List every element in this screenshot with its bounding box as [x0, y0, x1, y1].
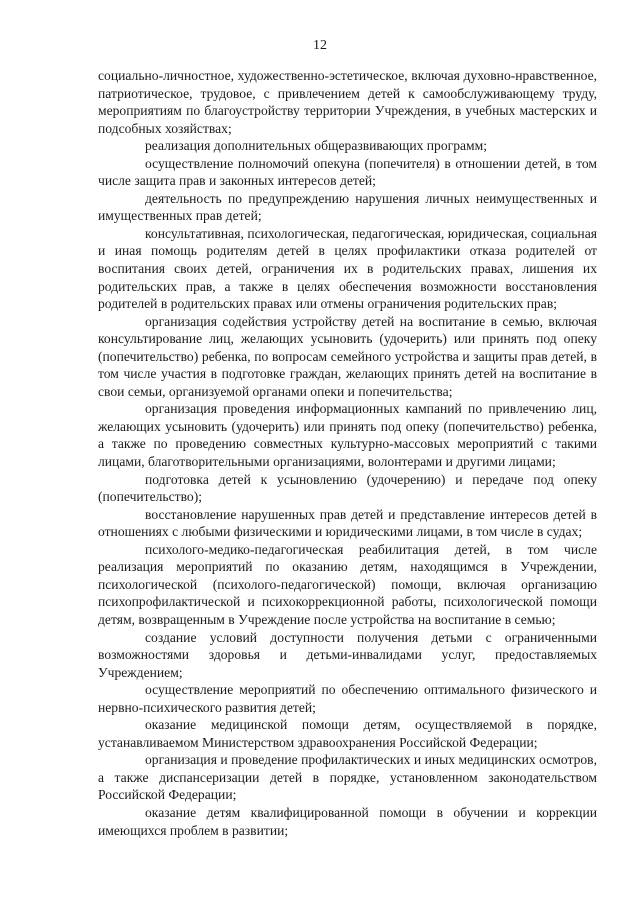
paragraph: подготовка детей к усыновлению (удочерению) и передаче под опеку (попечительство);: [98, 471, 597, 505]
paragraph: консультативная, психологическая, педагогическая, юридическая, социальная и иная помощь родителям детей в целях профилактики отказа родителей от воспитания своих детей, ограничения их в родительских правах, лишения их родительских прав, а также в целях обеспечения возможности восстановления родителей в родительских правах или отмены ограничения родительских прав;: [98, 225, 597, 312]
paragraph: деятельность по предупреждению нарушения личных неимущественных и имущественных прав детей;: [98, 190, 597, 224]
paragraph: реализация дополнительных общеразвивающих программ;: [145, 138, 488, 154]
paragraph: оказание медицинской помощи детям, осуществляемой в порядке, устанавливаемом Министерством здравоохранения Российской Федерации;: [98, 717, 597, 750]
page-number: 12: [313, 38, 327, 53]
paragraph: оказание детям квалифицированной помощи в обучении и коррекции имеющихся проблем в развитии;: [98, 804, 597, 838]
paragraph: осуществление полномочий опекуна (попечителя) в отношении детей, в том числе защита прав и законных интересов детей;: [98, 155, 597, 189]
paragraph: социально-личностное, художественно-эстетическое, включая духовно-нравственное, патриотическое, трудовое, с привлечением детей к самообслуживающему труду, мероприятиям по благоустройству территории Учреждения, в учебных мастерских и подсобных хозяйствах;: [98, 68, 597, 136]
document-body: [98, 67, 597, 839]
paragraph: организация и проведение профилактических и иных медицинских осмотров, а также диспансеризации детей в порядке, установленном законодательством Российской Федерации;: [98, 752, 597, 803]
paragraph: восстановление нарушенных прав детей и представление интересов детей в отношениях с любыми физическими и юридическими лицами, в том числе в судах;: [98, 506, 597, 540]
paragraph: создание условий доступности получения детьми с ограниченными возможностями здоровья и детьми-инвалидами услуг, предоставляемых Учреждением;: [98, 629, 597, 680]
paragraph: организация содействия устройству детей на воспитание в семью, включая консультирование лиц, желающих усыновить (удочерить) или принять под опеку (попечительство) ребенка, по вопросам семейного устройства и защиты прав детей, в том числе участия в подготовке граждан, желающих принять детей на воспитание в свои семьи, организуемой органами опеки и попечительства;: [98, 313, 597, 399]
paragraph: психолого-медико-педагогическая реабилитация детей, в том числе реализация мероприятий по оказанию детям, находящимся в Учреждении, психологической (психолого-педагогической) помощи, включая организацию психопрофилактической и психокоррекционной работы, психологической помощи детям, возвращенным в Учреждение после устройства на воспитание в семью;: [98, 541, 597, 627]
paragraph: осуществление мероприятий по обеспечению оптимального физического и нервно-психического развития детей;: [98, 682, 597, 715]
paragraph: организация проведения информационных кампаний по привлечению лиц, желающих усыновить (удочерить) или принять под опеку (попечительство) ребенка, а также по проведению совместных культурно-массовых мероприятий с такими лицами, благотворительными организациями, волонтерами и другими лицами;: [98, 401, 597, 470]
